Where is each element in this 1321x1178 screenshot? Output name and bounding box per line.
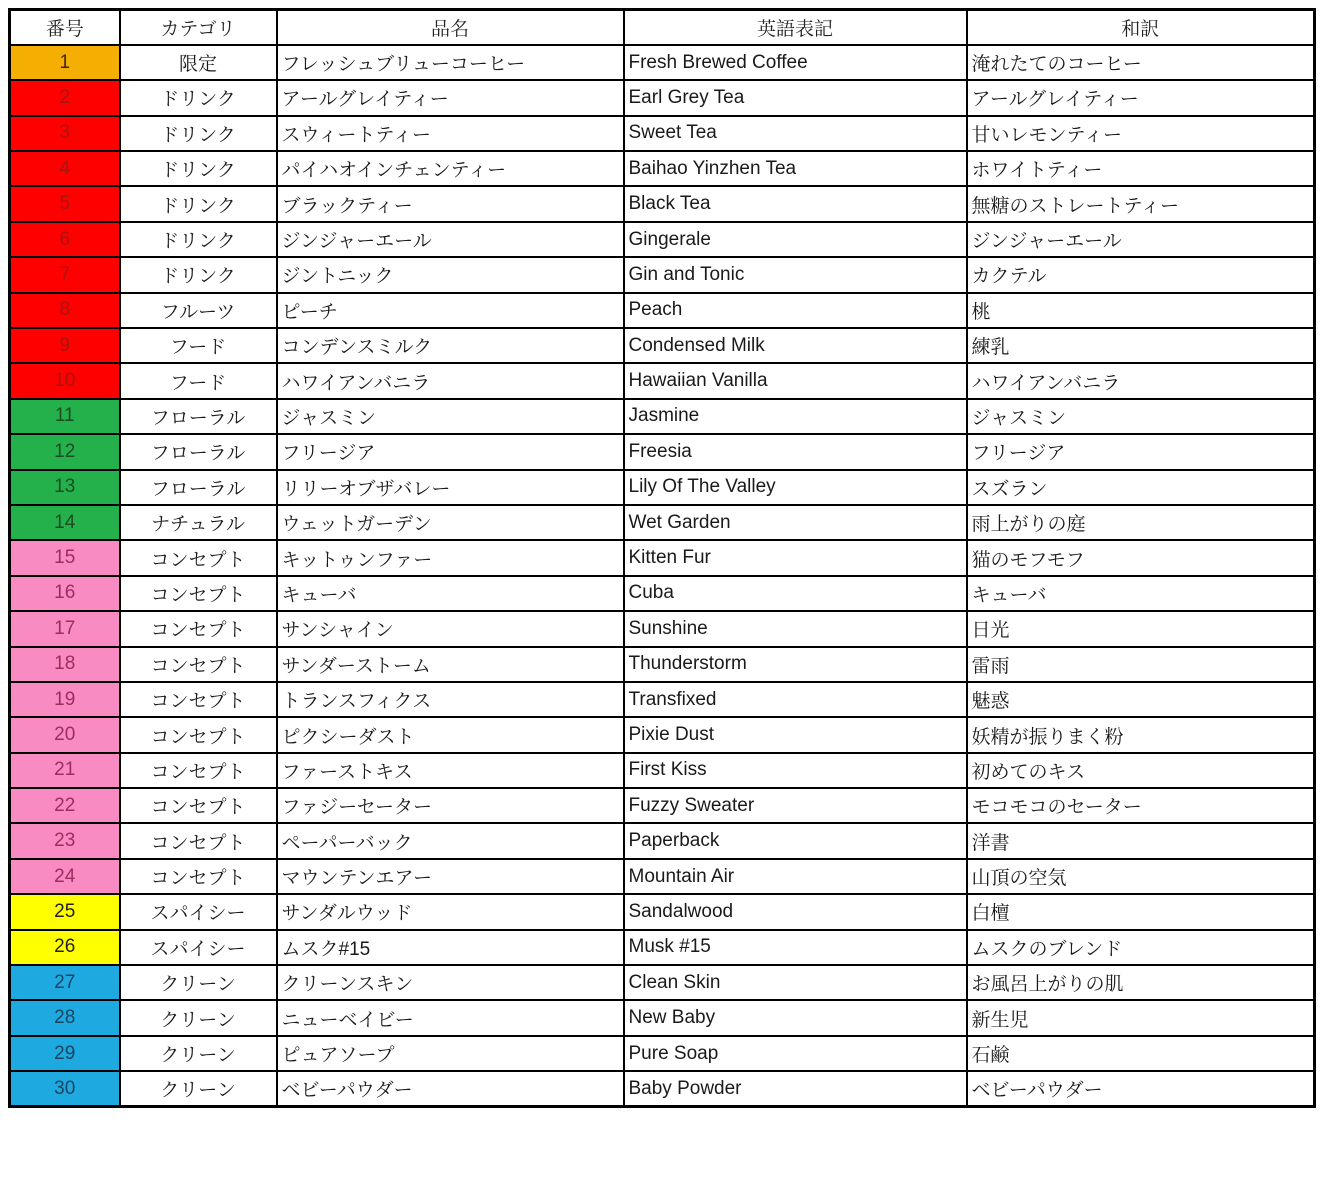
cell-english: First Kiss — [624, 753, 967, 788]
cell-japanese: ジャスミン — [967, 399, 1315, 434]
cell-category: 限定 — [120, 45, 277, 80]
cell-english: Clean Skin — [624, 965, 967, 1000]
cell-japanese: お風呂上がりの肌 — [967, 965, 1315, 1000]
cell-number: 3 — [10, 116, 120, 151]
cell-number: 18 — [10, 647, 120, 682]
cell-number: 13 — [10, 470, 120, 505]
cell-name: キューバ — [277, 576, 624, 611]
table-row — [10, 1000, 1315, 1035]
cell-number: 21 — [10, 753, 120, 788]
cell-english: Condensed Milk — [624, 328, 967, 363]
cell-name: ファジーセーター — [277, 788, 624, 823]
cell-category: コンセプト — [120, 576, 277, 611]
cell-number: 26 — [10, 930, 120, 965]
table-row — [10, 965, 1315, 1000]
table-row — [10, 717, 1315, 752]
cell-category: コンセプト — [120, 647, 277, 682]
table-row — [10, 753, 1315, 788]
cell-number: 22 — [10, 788, 120, 823]
table-row — [10, 399, 1315, 434]
cell-japanese: アールグレイティー — [967, 80, 1315, 115]
cell-name: ウェットガーデン — [277, 505, 624, 540]
col-header-name: 品名 — [277, 10, 624, 45]
cell-category: コンセプト — [120, 611, 277, 646]
cell-number: 20 — [10, 717, 120, 752]
table-row — [10, 682, 1315, 717]
cell-japanese: 練乳 — [967, 328, 1315, 363]
table-row — [10, 930, 1315, 965]
cell-category: ドリンク — [120, 186, 277, 221]
cell-name: スウィートティー — [277, 116, 624, 151]
cell-english: Gin and Tonic — [624, 257, 967, 292]
cell-japanese: 山頂の空気 — [967, 859, 1315, 894]
cell-japanese: 妖精が振りまく粉 — [967, 717, 1315, 752]
cell-name: トランスフィクス — [277, 682, 624, 717]
cell-english: Hawaiian Vanilla — [624, 363, 967, 398]
cell-name: コンデンスミルク — [277, 328, 624, 363]
cell-english: Peach — [624, 293, 967, 328]
table-row — [10, 151, 1315, 186]
cell-name: ファーストキス — [277, 753, 624, 788]
cell-number: 2 — [10, 80, 120, 115]
cell-number: 23 — [10, 823, 120, 858]
cell-english: Mountain Air — [624, 859, 967, 894]
cell-name: マウンテンエアー — [277, 859, 624, 894]
cell-japanese: ホワイトティー — [967, 151, 1315, 186]
cell-japanese: 初めてのキス — [967, 753, 1315, 788]
cell-name: サンダルウッド — [277, 894, 624, 929]
cell-name: ハワイアンバニラ — [277, 363, 624, 398]
cell-category: コンセプト — [120, 859, 277, 894]
cell-category: フローラル — [120, 434, 277, 469]
table-row — [10, 1036, 1315, 1071]
table-row — [10, 293, 1315, 328]
cell-name: クリーンスキン — [277, 965, 624, 1000]
table-row — [10, 80, 1315, 115]
table-row — [10, 859, 1315, 894]
table-body — [10, 45, 1315, 1107]
cell-english: Fuzzy Sweater — [624, 788, 967, 823]
cell-category: ドリンク — [120, 257, 277, 292]
cell-english: Lily Of The Valley — [624, 470, 967, 505]
cell-category: フード — [120, 328, 277, 363]
table-row — [10, 823, 1315, 858]
cell-number: 25 — [10, 894, 120, 929]
cell-english: Musk #15 — [624, 930, 967, 965]
cell-english: Sunshine — [624, 611, 967, 646]
cell-name: ピーチ — [277, 293, 624, 328]
col-header-english: 英語表記 — [624, 10, 967, 45]
cell-japanese: 淹れたてのコーヒー — [967, 45, 1315, 80]
cell-english: Baby Powder — [624, 1071, 967, 1106]
col-header-japanese: 和訳 — [967, 10, 1315, 45]
col-header-category: カテゴリ — [120, 10, 277, 45]
cell-category: フローラル — [120, 470, 277, 505]
cell-english: Pure Soap — [624, 1036, 967, 1071]
cell-japanese: ベビーパウダー — [967, 1071, 1315, 1106]
cell-number: 4 — [10, 151, 120, 186]
cell-category: コンセプト — [120, 540, 277, 575]
cell-english: Freesia — [624, 434, 967, 469]
cell-english: New Baby — [624, 1000, 967, 1035]
cell-category: ドリンク — [120, 116, 277, 151]
cell-japanese: 無糖のストレートティー — [967, 186, 1315, 221]
cell-english: Baihao Yinzhen Tea — [624, 151, 967, 186]
table-row — [10, 894, 1315, 929]
table-row — [10, 257, 1315, 292]
cell-number: 16 — [10, 576, 120, 611]
cell-category: ドリンク — [120, 151, 277, 186]
cell-name: ブラックティー — [277, 186, 624, 221]
table-row — [10, 788, 1315, 823]
cell-english: Kitten Fur — [624, 540, 967, 575]
cell-english: Thunderstorm — [624, 647, 967, 682]
cell-name: パイハオインチェンティー — [277, 151, 624, 186]
cell-name: ピクシーダスト — [277, 717, 624, 752]
table-row — [10, 434, 1315, 469]
table-row — [10, 363, 1315, 398]
cell-category: コンセプト — [120, 717, 277, 752]
cell-number: 17 — [10, 611, 120, 646]
cell-number: 29 — [10, 1036, 120, 1071]
cell-name: ジントニック — [277, 257, 624, 292]
cell-name: サンシャイン — [277, 611, 624, 646]
cell-number: 27 — [10, 965, 120, 1000]
cell-name: ムスク#15 — [277, 930, 624, 965]
table-row — [10, 611, 1315, 646]
cell-category: フード — [120, 363, 277, 398]
cell-category: コンセプト — [120, 788, 277, 823]
cell-category: コンセプト — [120, 753, 277, 788]
header-row — [10, 10, 1315, 45]
cell-japanese: 白檀 — [967, 894, 1315, 929]
cell-number: 28 — [10, 1000, 120, 1035]
cell-category: ドリンク — [120, 80, 277, 115]
cell-english: Wet Garden — [624, 505, 967, 540]
cell-japanese: ムスクのブレンド — [967, 930, 1315, 965]
cell-english: Fresh Brewed Coffee — [624, 45, 967, 80]
cell-name: ペーパーバック — [277, 823, 624, 858]
table-row — [10, 1071, 1315, 1106]
cell-number: 10 — [10, 363, 120, 398]
table-row — [10, 186, 1315, 221]
col-header-number: 番号 — [10, 10, 120, 45]
cell-japanese: 雨上がりの庭 — [967, 505, 1315, 540]
table-row — [10, 540, 1315, 575]
cell-number: 5 — [10, 186, 120, 221]
cell-number: 6 — [10, 222, 120, 257]
cell-category: スパイシー — [120, 894, 277, 929]
cell-category: コンセプト — [120, 823, 277, 858]
cell-number: 9 — [10, 328, 120, 363]
table-row — [10, 328, 1315, 363]
cell-japanese: 魅惑 — [967, 682, 1315, 717]
cell-japanese: 洋書 — [967, 823, 1315, 858]
cell-japanese: ハワイアンバニラ — [967, 363, 1315, 398]
cell-category: クリーン — [120, 1000, 277, 1035]
scent-list-table — [8, 8, 1316, 1108]
cell-number: 30 — [10, 1071, 120, 1106]
cell-number: 24 — [10, 859, 120, 894]
cell-japanese: フリージア — [967, 434, 1315, 469]
cell-category: ドリンク — [120, 222, 277, 257]
cell-japanese: スズラン — [967, 470, 1315, 505]
cell-japanese: 雷雨 — [967, 647, 1315, 682]
cell-name: サンダーストーム — [277, 647, 624, 682]
cell-name: アールグレイティー — [277, 80, 624, 115]
table-row — [10, 116, 1315, 151]
cell-name: ピュアソープ — [277, 1036, 624, 1071]
cell-name: ジャスミン — [277, 399, 624, 434]
cell-category: スパイシー — [120, 930, 277, 965]
cell-category: クリーン — [120, 965, 277, 1000]
cell-name: ジンジャーエール — [277, 222, 624, 257]
cell-category: ナチュラル — [120, 505, 277, 540]
cell-number: 15 — [10, 540, 120, 575]
cell-english: Transfixed — [624, 682, 967, 717]
cell-japanese: 新生児 — [967, 1000, 1315, 1035]
cell-japanese: キューバ — [967, 576, 1315, 611]
cell-english: Sandalwood — [624, 894, 967, 929]
cell-english: Paperback — [624, 823, 967, 858]
cell-number: 7 — [10, 257, 120, 292]
cell-category: フローラル — [120, 399, 277, 434]
cell-name: リリーオブザバレー — [277, 470, 624, 505]
cell-category: クリーン — [120, 1071, 277, 1106]
cell-number: 11 — [10, 399, 120, 434]
cell-japanese: 石鹸 — [967, 1036, 1315, 1071]
table-row — [10, 576, 1315, 611]
cell-number: 14 — [10, 505, 120, 540]
cell-name: ニューベイビー — [277, 1000, 624, 1035]
table-row — [10, 222, 1315, 257]
cell-number: 8 — [10, 293, 120, 328]
cell-name: キットゥンファー — [277, 540, 624, 575]
cell-japanese: 日光 — [967, 611, 1315, 646]
table-row — [10, 647, 1315, 682]
cell-japanese: モコモコのセーター — [967, 788, 1315, 823]
cell-number: 1 — [10, 45, 120, 80]
cell-japanese: 桃 — [967, 293, 1315, 328]
cell-name: フレッシュブリューコーヒー — [277, 45, 624, 80]
cell-japanese: 甘いレモンティー — [967, 116, 1315, 151]
cell-english: Sweet Tea — [624, 116, 967, 151]
cell-english: Jasmine — [624, 399, 967, 434]
table-header — [10, 10, 1315, 45]
cell-number: 12 — [10, 434, 120, 469]
cell-category: フルーツ — [120, 293, 277, 328]
cell-japanese: 猫のモフモフ — [967, 540, 1315, 575]
cell-category: コンセプト — [120, 682, 277, 717]
cell-english: Gingerale — [624, 222, 967, 257]
cell-category: クリーン — [120, 1036, 277, 1071]
cell-japanese: ジンジャーエール — [967, 222, 1315, 257]
cell-english: Pixie Dust — [624, 717, 967, 752]
cell-name: フリージア — [277, 434, 624, 469]
cell-name: ベビーパウダー — [277, 1071, 624, 1106]
cell-english: Earl Grey Tea — [624, 80, 967, 115]
table-row — [10, 505, 1315, 540]
cell-english: Cuba — [624, 576, 967, 611]
cell-japanese: カクテル — [967, 257, 1315, 292]
cell-english: Black Tea — [624, 186, 967, 221]
table-row — [10, 45, 1315, 80]
cell-number: 19 — [10, 682, 120, 717]
table-row — [10, 470, 1315, 505]
